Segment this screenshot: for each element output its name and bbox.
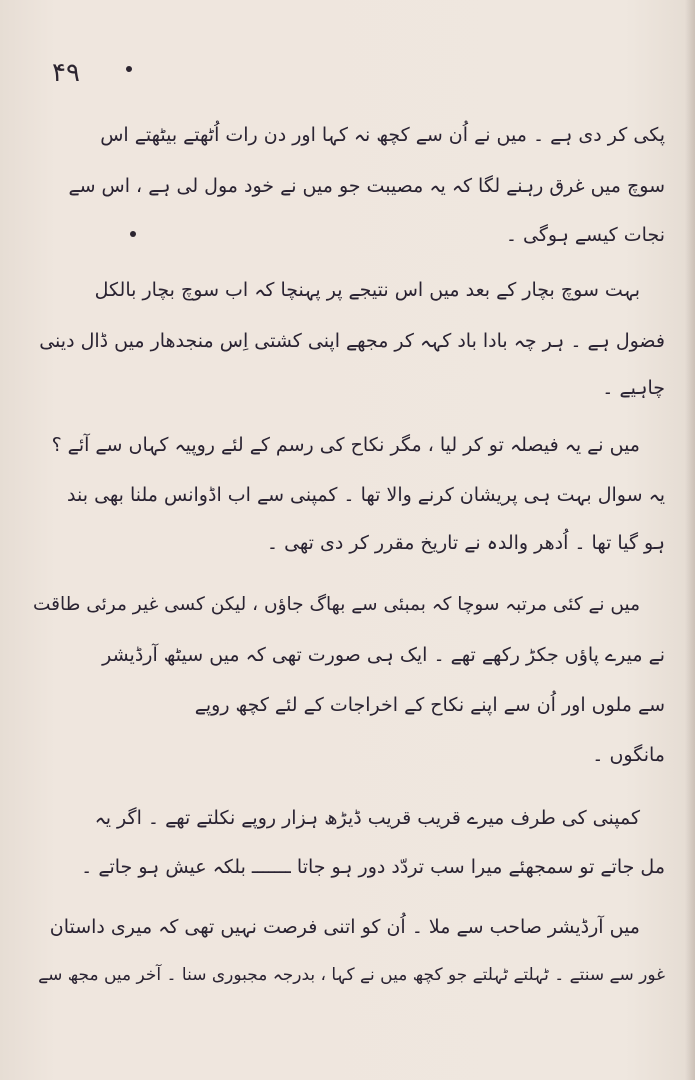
text-line: نے میرے پاؤں جکڑ رکھے تھے ۔ ایک ہی صورت تھی کہ میں سیٹھ آرڈیشر: [102, 644, 665, 666]
ink-dot: [126, 66, 132, 72]
page-number: ۴۹: [52, 58, 80, 88]
text-line: ہو گیا تھا ۔ اُدھر والدہ نے تاریخ مقرر کر دی تھی ۔: [266, 532, 665, 554]
text-line: کمپنی کی طرف میرے قریب قریب ڈیڑھ ہزار روپے نکلتے تھے ۔ اگر یہ: [94, 807, 640, 829]
text-line: میں نے کئی مرتبہ سوچا کہ بمبئی سے بھاگ جاؤں ، لیکن کسی غیر مرئی طاقت: [32, 594, 640, 615]
text-line: غور سے سنتے ۔ ٹہلتے ٹہلتے جو کچھ میں نے کہا ، بدرجہ مجبوری سنا ۔ آخر میں مجھ سے: [38, 965, 665, 985]
text-line: بہت سوچ بچار کے بعد میں اس نتیجے پر پہنچا کہ اب سوچ بچار بالکل: [94, 279, 640, 301]
text-line: سوچ میں غرق رہنے لگا کہ یہ مصیبت جو میں نے خود مول لی ہے ، اس سے: [68, 175, 665, 197]
text-line: میں نے یہ فیصلہ تو کر لیا ، مگر نکاح کی رسم کے لئے روپیہ کہاں سے آئے ؟: [51, 434, 640, 456]
text-line: یہ سوال بہت ہی پریشان کرنے والا تھا ۔ کمپنی سے اب اڈوانس ملنا بھی بند: [67, 484, 665, 506]
text-line: چاہیے ۔: [602, 377, 665, 399]
text-line: میں آرڈیشر صاحب سے ملا ۔ اُن کو اتنی فرصت نہیں تھی کہ میری داستان: [49, 916, 640, 938]
text-line: پکی کر دی ہے ۔ میں نے اُن سے کچھ نہ کہا اور دن رات اُٹھتے بیٹھتے اس: [100, 124, 665, 146]
ink-dot: [130, 231, 136, 237]
text-line: نجات کیسے ہوگی ۔: [505, 224, 665, 246]
text-line: مانگوں ۔: [592, 744, 665, 766]
text-line: سے ملوں اور اُن سے اپنے نکاح کے اخراجات کے لئے کچھ روپے: [194, 694, 665, 716]
page-edge-shadow: [685, 0, 695, 1080]
text-line: مل جاتے تو سمجھئے میرا سب تردّد دور ہو جاتا ـــــــ بلکہ عیش ہو جاتے ۔: [81, 856, 665, 878]
text-line: فضول ہے ۔ ہر چہ بادا باد کہہ کر مجھے اپنی کشتی اِس منجدھار میں ڈال دینی: [39, 330, 665, 352]
